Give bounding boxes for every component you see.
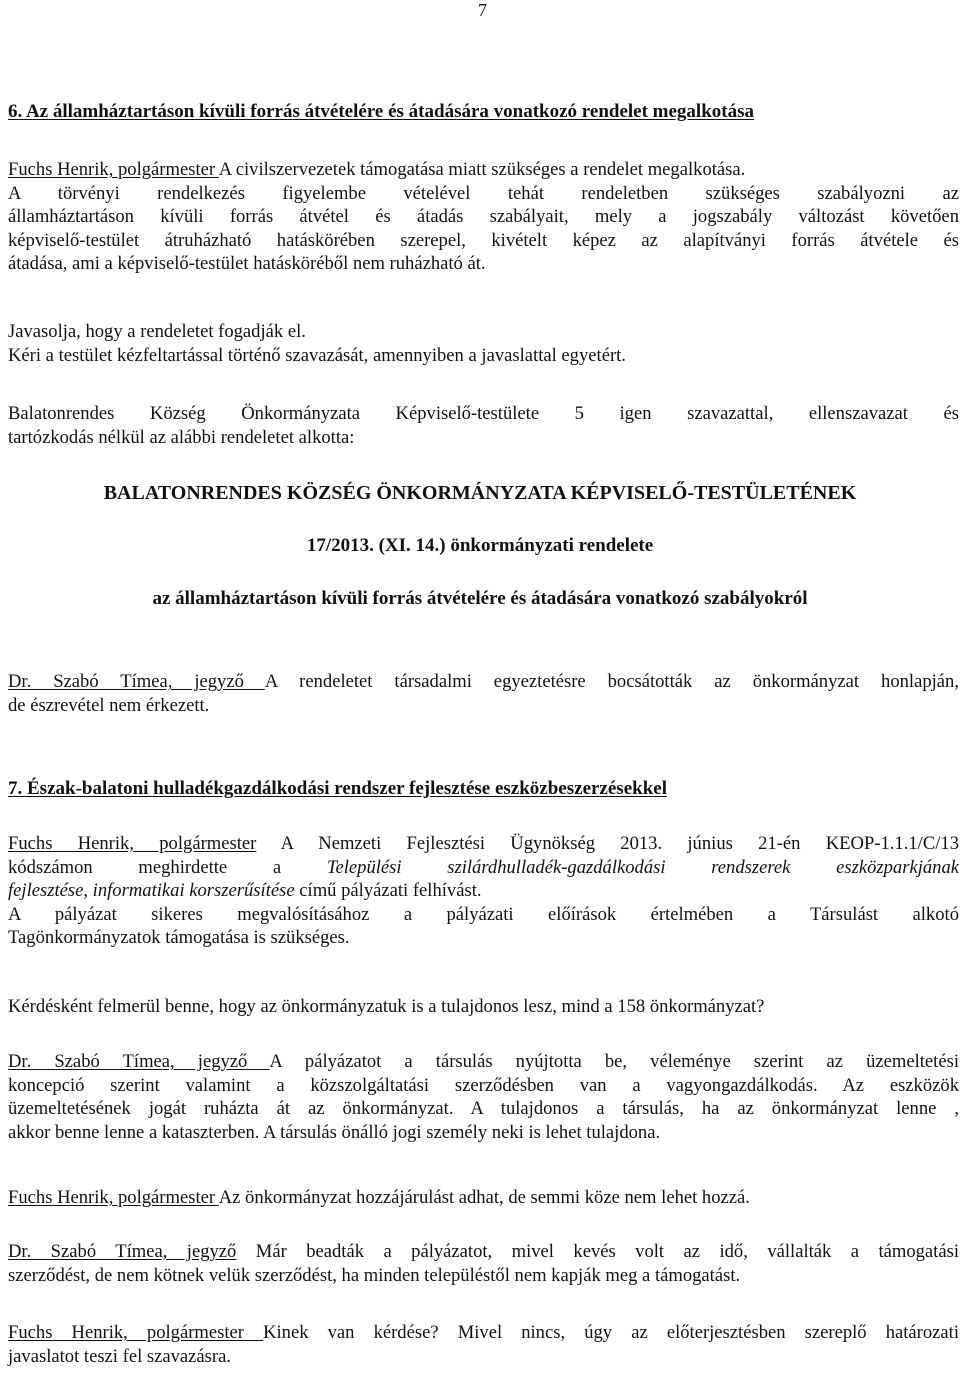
line bbox=[8, 1050, 959, 1074]
line bbox=[8, 879, 959, 903]
speaker-mayor: Fuchs Henrik, polgármester bbox=[8, 833, 257, 854]
line bbox=[8, 1186, 959, 1210]
decree-heading-number: 17/2013. (XI. 14.) önkormányzati rendelete bbox=[306, 535, 654, 556]
section-6-title: 6. Az államháztartáson kívüli forrás átvételére és átadására vonatkozó rendelet megalkotása bbox=[8, 101, 755, 122]
line-text: A civilszervezetek támogatása miatt szükséges a rendelet megalkotása. bbox=[218, 159, 746, 180]
section-7-title: 7. Észak-balatoni hulladékgazdálkodási rendszer fejlesztése eszközbeszerzésekkel bbox=[8, 778, 667, 799]
line: A pályázat sikeres megvalósításához a pályázati előírások értelmében a Társulást alkotó bbox=[8, 903, 959, 925]
line: Kéri a testület kézfeltartással történő szavazását, amennyiben a javaslattal egyetért. bbox=[8, 344, 626, 366]
line-text: kódszámon meghirdette a bbox=[8, 856, 282, 878]
section-7-paragraph-4 bbox=[8, 1186, 959, 1210]
line: Kérdésként felmerül benne, hogy az önkormányzatuk is a tulajdonos lesz, mind a 158 önkormányzat? bbox=[8, 996, 765, 1017]
section-6-paragraph-1 bbox=[8, 158, 959, 276]
line-text: A rendeletet társadalmi egyeztetésre bocsátották az önkormányzat honlapján, bbox=[264, 671, 959, 692]
line bbox=[8, 1321, 959, 1345]
section-7-paragraph-3 bbox=[8, 1050, 959, 1144]
line-text: Az önkormányzat hozzájárulást adhat, de semmi köze nem lehet hozzá. bbox=[218, 1187, 750, 1208]
line: üzemeltetésének jogát ruházta át az önkormányzat. A tulajdonos a társulás, ha az önkormányzat lenne , bbox=[8, 1098, 959, 1119]
line bbox=[8, 1240, 959, 1264]
decree-heading-subject: az államháztartáson kívüli forrás átvételére és átadására vonatkozó szabályokról bbox=[152, 588, 808, 609]
line-text: című pályázati felhívást. bbox=[299, 880, 482, 901]
line bbox=[8, 670, 959, 694]
line bbox=[8, 832, 959, 856]
line: képviselő-testület átruházható hatáskörében szerepel, kivételt képez az alapítványi forrás átvétele és bbox=[8, 229, 959, 251]
line: akkor benne lenne a kataszterben. A társulás önálló jogi személy neki is lehet tulajdona. bbox=[8, 1121, 661, 1143]
line: Tagönkormányzatok támogatása is szükséges. bbox=[8, 927, 350, 948]
line: szerződést, de nem kötnek velük szerződést, ha minden településtől nem kapják meg a támogatást. bbox=[8, 1264, 741, 1286]
line-text: A pályázatot a társulás nyújtotta be, véleménye szerint az üzemeltetési bbox=[269, 1051, 959, 1072]
page-number: 7 bbox=[478, 0, 487, 20]
line: A törvényi rendelkezés figyelembe vételével tehát rendeletben szükséges szabályozni az bbox=[8, 182, 959, 204]
section-6-paragraph-2 bbox=[8, 320, 959, 367]
call-title-italic: Települési szilárdhulladék-gazdálkodási rendszerek eszközparkjának bbox=[326, 856, 960, 878]
line bbox=[8, 158, 959, 182]
line: koncepció szerint valamint a közszolgáltatási szerződésben van a vagyongazdálkodás. Az eszközök bbox=[8, 1074, 959, 1096]
speaker-notary: Dr. Szabó Tímea, jegyző bbox=[8, 1051, 270, 1072]
section-7-paragraph-2 bbox=[8, 995, 959, 1019]
line: javaslatot teszi fel szavazásra. bbox=[8, 1345, 232, 1367]
line-text: Már beadták a pályázatot, mivel kevés volt az idő, vállalták a támogatási bbox=[255, 1241, 959, 1262]
decree-heading-council: BALATONRENDES KÖZSÉG ÖNKORMÁNYZATA KÉPVISELŐ-TESTÜLETÉNEK bbox=[103, 482, 857, 504]
section-6-paragraph-4 bbox=[8, 670, 959, 717]
line: Javasolja, hogy a rendeletet fogadják el. bbox=[8, 321, 306, 342]
line: Balatonrendes Község Önkormányzata Képviselő-testülete 5 igen szavazattal, ellenszavazat és bbox=[8, 403, 959, 424]
line: de észrevétel nem érkezett. bbox=[8, 694, 210, 716]
section-7-paragraph-5 bbox=[8, 1240, 959, 1287]
call-title-italic: fejlesztése, informatikai korszerűsítése bbox=[8, 880, 295, 901]
line: tartózkodás nélkül az alábbi rendeletet alkotta: bbox=[8, 426, 355, 448]
line: átadása, ami a képviselő-testület hatásköréből nem ruházható át. bbox=[8, 253, 486, 274]
section-7-paragraph-1 bbox=[8, 832, 959, 950]
speaker-mayor: Fuchs Henrik, polgármester bbox=[8, 159, 219, 180]
section-7-paragraph-6 bbox=[8, 1321, 959, 1368]
line-text: Kinek van kérdése? Mivel nincs, úgy az előterjesztésben szereplő határozati bbox=[263, 1322, 959, 1343]
speaker-mayor: Fuchs Henrik, polgármester bbox=[8, 1187, 219, 1208]
speaker-notary: Dr. Szabó Tímea, jegyző bbox=[8, 1241, 237, 1262]
line: államháztartáson kívüli forrás átvétel és átadás szabályait, mely a jogszabály változást követően bbox=[8, 206, 959, 227]
section-6-paragraph-3 bbox=[8, 402, 959, 449]
line bbox=[8, 856, 959, 880]
line-text: A Nemzeti Fejlesztési Ügynökség 2013. június 21-én KEOP-1.1.1/C/13 bbox=[280, 833, 959, 854]
speaker-mayor: Fuchs Henrik, polgármester bbox=[8, 1322, 264, 1343]
speaker-notary: Dr. Szabó Tímea, jegyző bbox=[8, 671, 265, 692]
